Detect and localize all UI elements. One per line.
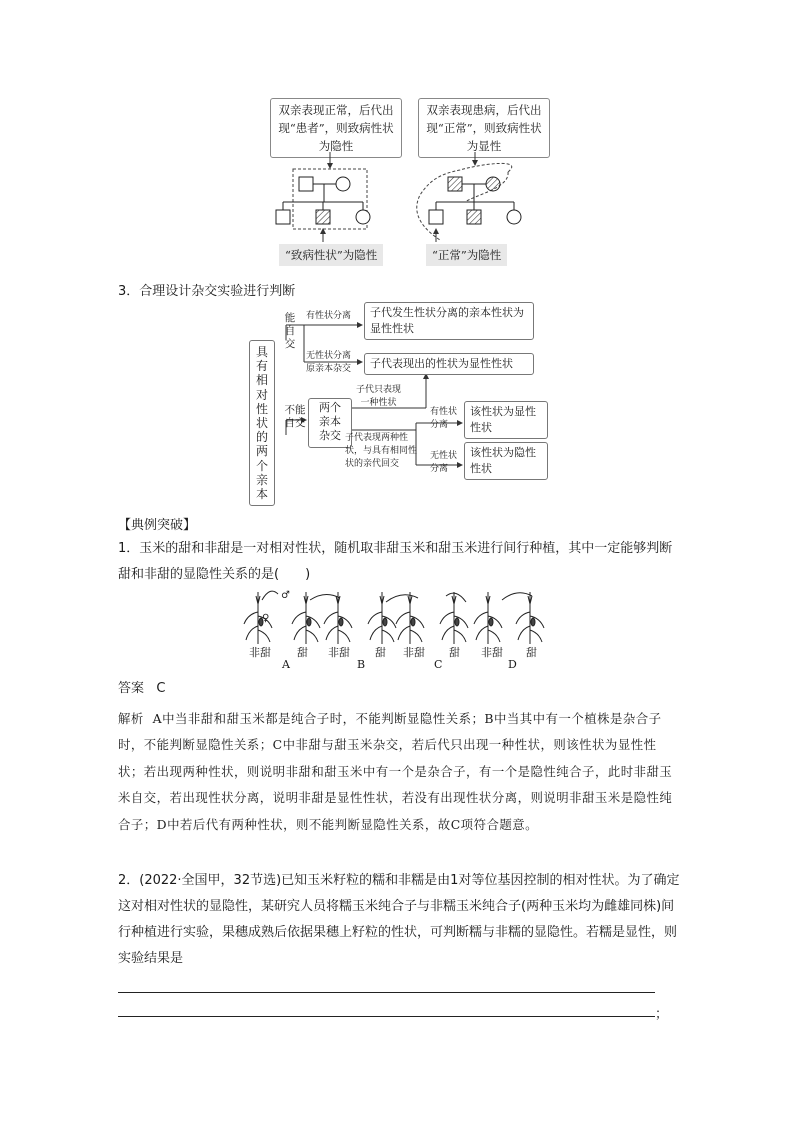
corn-plant [396, 592, 424, 644]
pollination-arrow [386, 595, 418, 602]
left-mother-circle [336, 177, 350, 191]
question-1: 1．玉米的甜和非甜是一对相对性状，随机取非甜玉米和甜玉米进行间行种植，其中一定能够判断甜和非甜的显隐性关系的是( ) [118, 541, 673, 582]
option-B: B [357, 658, 366, 671]
right-normal-child [429, 210, 443, 224]
flow-has-segregation-label: 有性状分离 [306, 311, 352, 321]
corn-plant [324, 592, 352, 644]
pollination-arrow [262, 591, 278, 600]
pedigree-left-note: 双亲表现正常，后代出现“患者”，则致病性状为隐性 [270, 98, 402, 158]
left-affected-child [316, 210, 330, 224]
female-symbol: ♀ [262, 613, 270, 624]
corn-plant [368, 592, 396, 644]
plant-label-5: 甜 [449, 646, 460, 659]
answer-blank-line-1[interactable] [118, 992, 655, 993]
plant-label-3: 甜 [375, 646, 386, 659]
flow-no-segregation-label: 无性状分离 原亲本杂交 [306, 351, 352, 374]
corn-plant [516, 592, 544, 644]
flow-cannot-self-label: 不能自交 [284, 404, 306, 429]
option-A: A [282, 658, 290, 671]
pollination-arrow [310, 594, 340, 600]
answer-line: 答案 C [118, 681, 166, 696]
flow-seg-no-label: 无性状 分离 [430, 451, 458, 474]
flow-result-offspring-dominant: 子代表现出的性状为显性性状 [364, 353, 534, 375]
flow-root-box: 具有相对性状的两个亲本 [249, 340, 275, 506]
plant-label-7: 甜 [526, 646, 537, 659]
pedigree-right-caption: “正常”为隐性 [426, 244, 507, 266]
plant-label-0: 非甜 [249, 646, 271, 659]
pedigree-left-caption: “致病性状”为隐性 [279, 244, 383, 266]
answer-blank-line-2[interactable] [118, 1016, 655, 1017]
pollination-arrow [502, 593, 532, 600]
flow-two-traits-label: 子代表现两种性状，与具有相同性状的亲代回交 [345, 433, 418, 469]
right-mother-circle [486, 177, 500, 191]
option-D: D [508, 658, 517, 671]
left-father-square [299, 177, 313, 191]
flow-only-one-label: 子代只表现 一种性状 [356, 385, 402, 408]
corn-plant [292, 592, 320, 644]
flow-cross-box: 两个亲本杂交 [308, 398, 352, 448]
analysis-paragraph: 解析 A中当非甜和甜玉米都是纯合子时，不能判断显隐性关系；B中当其中有一个植株是杂合子时，不能判断显隐性关系；C中非甜与甜玉米杂交，若后代只出现一种性状，则该性状为显性性状；若出现两种性状，则说明非甜和甜玉米中有一个是杂合子，有一个是隐性纯合子，此时非甜玉米自交，若出现性状分离，说明非甜是显性性状，若没有出现性状分离，则说明非甜玉米是隐性纯合子；D中若后代有两种性状，则不能判断显隐性关系，故C项符合题意。 [118, 711, 673, 832]
semicolon: ； [655, 1007, 669, 1022]
question-2: 2．(2022·全国甲，32节选)已知玉米籽粒的糯和非糯是由1对等位基因控制的相对性状。为了确定这对相对性状的显隐性，某研究人员将糯玉米纯合子与非糯玉米纯合子(两种玉米均为雌雄同株)间行种植进行实验，果穗成熟后依据果穗上籽粒的性状，可判断糯与非糯的显隐性。若糯是显性，则实验结果是 [118, 873, 680, 966]
plant-label-6: 非甜 [481, 646, 503, 659]
flow-result-recessive: 该性状为隐性性状 [464, 442, 548, 480]
plant-label-1: 甜 [297, 646, 308, 659]
pedigree-diagram [260, 150, 550, 250]
flow-seg-yes-label: 有性状 分离 [430, 407, 458, 430]
option-C: C [434, 658, 443, 671]
example-title: 【典例突破】 [118, 518, 197, 533]
flow-result-dominant-parent: 子代发生性状分离的亲本性状为显性性状 [364, 302, 534, 340]
plant-label-4: 非甜 [403, 646, 425, 659]
section-3-title: 3．合理设计杂交实验进行判断 [118, 284, 296, 299]
corn-plant [474, 592, 502, 644]
flow-result-dominant: 该性状为显性性状 [464, 401, 548, 439]
flow-can-self-label: 能自交 [284, 312, 296, 350]
right-father-square [448, 177, 462, 191]
plant-label-2: 非甜 [328, 646, 350, 659]
male-symbol: ♂ [281, 590, 290, 601]
pedigree-right-note: 双亲表现患病，后代出现“正常”，则致病性状为显性 [418, 98, 550, 158]
